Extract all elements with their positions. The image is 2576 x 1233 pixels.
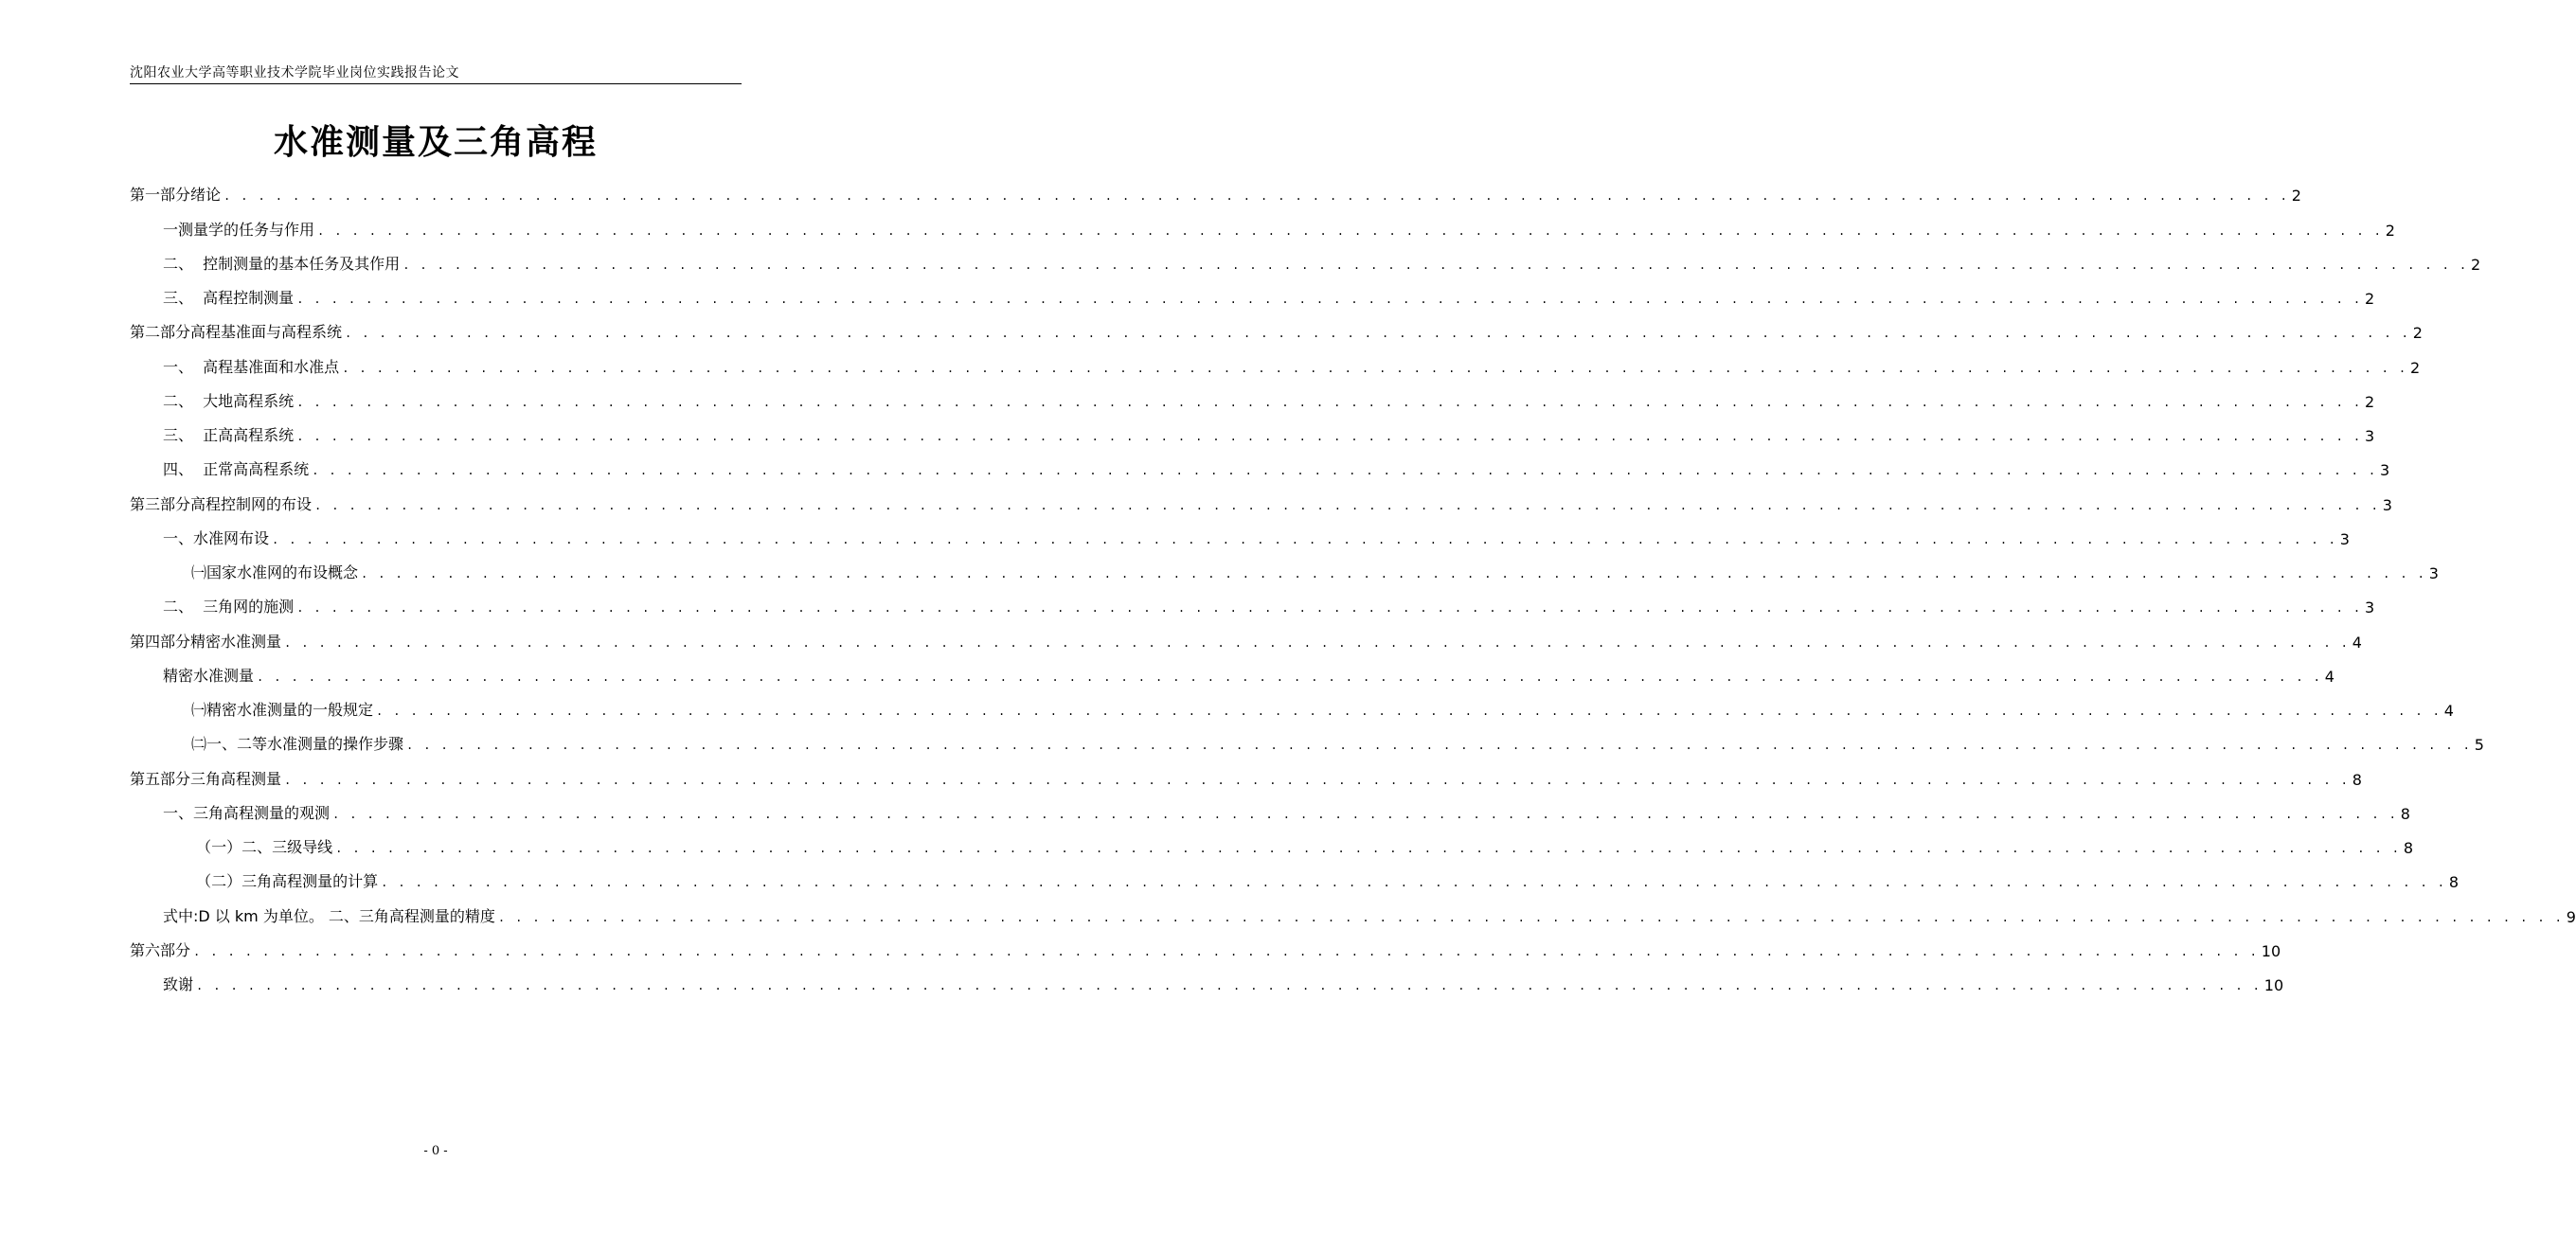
toc-entry-label: 一、 高程基准面和水准点 (163, 357, 340, 376)
toc-entry-page-number: 2 (2409, 358, 2421, 377)
toc-entry-label: 一测量学的任务与作用 (163, 220, 315, 239)
toc-dot-leader: . . . . . . . . . . . . . . . . . . . . . . . . . . . . . . . . . . . . . . . . . . . . . . . . . . . . . . . . . . . . . . . . . . . . . . . . . . . . . . . . . . . . . . . . . . . . . . . . . . . . . . . . . . . . . . . . . . . . . . . . (335, 842, 2401, 855)
toc-entry[interactable] (130, 795, 2410, 829)
toc-entry-label: 一、三角高程测量的观测 (163, 803, 331, 822)
toc-dot-leader: . . . . . . . . . . . . . . . . . . . . . . . . . . . . . . . . . . . . . . . . . . . . . . . . . . . . . . . . . . . . . . . . . . . . . . . . . . . . . . . . . . . . . . . . . . . . . . . . . . . . . . . . . . . . . . . . . . . . . . . . (402, 258, 2468, 272)
toc-dot-leader: . . . . . . . . . . . . . . . . . . . . . . . . . . . . . . . . . . . . . . . . . . . . . . . . . . . . . . . . . . . . . . . . . . . . . . . . . . . . . . . . . . . . . . . . . . . . . . . . . . . . . . . . . . . . . . . . . . . . . . . . (332, 807, 2398, 821)
toc-entry[interactable] (130, 554, 2439, 588)
toc-entry-page-number: 2 (2385, 221, 2395, 240)
toc-entry-page-number: 8 (2448, 873, 2460, 892)
toc-entry[interactable] (130, 279, 2375, 313)
running-header: 沈阳农业大学高等职业技术学院毕业岗位实践报告论文 (130, 65, 459, 80)
toc-entry-page-number: 8 (2352, 770, 2362, 789)
toc-dot-leader: . . . . . . . . . . . . . . . . . . . . . . . . . . . . . . . . . . . . . . . . . . . . . . . . . . . . . . . . . . . . . . . . . . . . . . . . . . . . . . . . . . . . . . . . . . . . . . . . . . . . . . . . . . . . . . . . . . . . . . . . (376, 705, 2442, 718)
toc-entry[interactable] (130, 451, 2390, 485)
toc-entry-page-number: 8 (2400, 804, 2410, 823)
toc-dot-leader: . . . . . . . . . . . . . . . . . . . . . . . . . . . . . . . . . . . . . . . . . . . . . . . . . . . . . . . . . . . . . . . . . . . . . . . . . . . . . . . . . . . . . . . . . . . . . . . . . . . . . . . . . . . . . . . . . . . . . . . . (193, 944, 2259, 958)
toc-entry-label: 一、水准网布设 (163, 528, 270, 547)
toc-entry-page-number: 3 (2428, 564, 2439, 582)
toc-entry[interactable] (130, 932, 2281, 966)
toc-dot-leader: . . . . . . . . . . . . . . . . . . . . . . . . . . . . . . . . . . . . . . . . . . . . . . . . . . . . . . . . . . . . . . . . . . . . . . . . . . . . . . . . . . . . . . . . . . . . . . . . . . . . . . . . . . . . . . . . . . . . . . . . (381, 876, 2446, 890)
toc-entry[interactable] (130, 176, 2301, 210)
toc-entry-page-number: 4 (2352, 633, 2362, 652)
toc-entry[interactable] (130, 417, 2375, 451)
toc-entry-page-number: 3 (2382, 495, 2392, 514)
toc-entry[interactable] (130, 313, 2423, 348)
toc-dot-leader: . . . . . . . . . . . . . . . . . . . . . . . . . . . . . . . . . . . . . . . . . . . . . . . . . . . . . . . . . . . . . . . . . . . . . . . . . . . . . . . . . . . . . . . . . . . . . . . . . . . . . . . . . . . . . . . . . . . . . . . . (314, 498, 2380, 512)
toc-entry[interactable] (130, 897, 2576, 931)
toc-entry[interactable] (130, 691, 2454, 725)
toc-entry-label: 二、 大地高程系统 (163, 391, 295, 410)
toc-entry-label: （一）二、三级导线 (191, 838, 333, 856)
toc-entry-page-number: 4 (2324, 667, 2334, 686)
toc-dot-leader: . . . . . . . . . . . . . . . . . . . . . . . . . . . . . . . . . . . . . . . . . . . . . . . . . . . . . . . . . . . . . . . . . . . . . . . . . . . . . . . . . . . . . . . . . . . . . . . . . . . . . . . . . . . . . . . . . . . . . . . . (312, 464, 2377, 478)
toc-entry-page-number: 3 (2364, 427, 2375, 445)
toc-entry-label: 精密水准测量 (163, 666, 255, 685)
toc-dot-leader: . . . . . . . . . . . . . . . . . . . . . . . . . . . . . . . . . . . . . . . . . . . . . . . . . . . . . . . . . . . . . . . . . . . . . . . . . . . . . . . . . . . . . . . . . . . . . . . . . . . . . . . . . . . . . . . . . . . . . . . . (296, 293, 2362, 306)
toc-entry-page-number: 2 (2364, 290, 2375, 308)
toc-entry[interactable] (130, 725, 2484, 759)
toc-entry-page-number: 3 (2379, 461, 2390, 480)
toc-dot-leader: . . . . . . . . . . . . . . . . . . . . . . . . . . . . . . . . . . . . . . . . . . . . . . . . . . . . . . . . . . . . . . . . . . . . . . . . . . . . . . . . . . . . . . . . . . . . . . . . . . . . . . . . . . . . . . . . . . . . . . . . (257, 670, 2322, 684)
toc-dot-leader: . . . . . . . . . . . . . . . . . . . . . . . . . . . . . . . . . . . . . . . . . . . . . . . . . . . . . . . . . . . . . . . . . . . . . . . . . . . . . . . . . . . . . . . . . . . . . . . . . . . . . . . . . . . . . . . . . . . . . . . . (284, 773, 2350, 787)
toc-entry-page-number: 2 (2470, 255, 2481, 274)
table-of-contents (130, 176, 2576, 1000)
toc-entry-label: 第二部分高程基准面与高程系统 (130, 323, 343, 342)
toc-entry[interactable] (130, 863, 2460, 897)
toc-entry-page-number: 10 (2263, 976, 2284, 994)
toc-dot-leader: . . . . . . . . . . . . . . . . . . . . . . . . . . . . . . . . . . . . . . . . . . . . . . . . . . . . . . . . . . . . . . . . . . . . . . . . . . . . . . . . . . . . . . . . . . . . . . . . . . . . . . . . . . . . . . . . . . . . . . . . (342, 361, 2407, 375)
toc-dot-leader: . . . . . . . . . . . . . . . . . . . . . . . . . . . . . . . . . . . . . . . . . . . . . . . . . . . . . . . . . . . . . . . . . . . . . . . . . . . . . . . . . . . . . . . . . . . . . . . . . . . . . . . . . . . . . . . . . . . . . . . . (361, 567, 2426, 581)
toc-entry[interactable] (130, 210, 2395, 244)
toc-dot-leader: . . . . . . . . . . . . . . . . . . . . . . . . . . . . . . . . . . . . . . . . . . . . . . . . . . . . . . . . . . . . . . . . . . . . . . . . . . . . . . . . . . . . . . . . . . . . . . . . . . . . . . . . . . . . . . . . . . . . . . . . (196, 979, 2262, 992)
toc-entry-label: 三、 高程控制测量 (163, 289, 295, 307)
toc-entry-page-number: 2 (2412, 324, 2423, 343)
toc-dot-leader: . . . . . . . . . . . . . . . . . . . . . . . . . . . . . . . . . . . . . . . . . . . . . . . . . . . . . . . . . . . . . . . . . . . . . . . . . . . . . . . . . . . . . . . . . . . . . . . . . . . . . . . . . . . . . . . . . . . . . . . . (296, 601, 2362, 616)
toc-entry-label: 致谢 (163, 975, 194, 993)
toc-entry-page-number: 3 (2339, 529, 2350, 548)
toc-entry-label: 第六部分 (130, 940, 191, 959)
toc-entry-label: 二、 控制测量的基本任务及其作用 (163, 254, 401, 273)
toc-entry[interactable] (130, 588, 2375, 622)
toc-dot-leader: . . . . . . . . . . . . . . . . . . . . . . . . . . . . . . . . . . . . . . . . . . . . . . . . . . . . . . . . . . . . . . . . . . . . . . . . . . . . . . . . . . . . . . . . . . . . . . . . . . . . . . . . . . . . . . . . . . . . . . . . (284, 635, 2350, 650)
toc-entry-page-number: 4 (2443, 702, 2454, 720)
toc-entry[interactable] (130, 485, 2392, 519)
toc-entry-page-number: 2 (2364, 392, 2375, 411)
header-divider (130, 83, 742, 84)
toc-entry-label: ㈠精密水准测量的一般规定 (191, 701, 374, 719)
toc-entry[interactable] (130, 245, 2481, 279)
toc-entry-page-number: 2 (2291, 187, 2301, 206)
toc-entry-label: （二）三角高程测量的计算 (191, 872, 379, 891)
toc-entry[interactable] (130, 383, 2375, 417)
toc-dot-leader: . . . . . . . . . . . . . . . . . . . . . . . . . . . . . . . . . . . . . . . . . . . . . . . . . . . . . . . . . . . . . . . . . . . . . . . . . . . . . . . . . . . . . . . . . . . . . . . . . . . . . . . . . . . . . . . . . . . . . . . . (317, 223, 2383, 238)
toc-entry[interactable] (130, 348, 2421, 382)
page-number-footer: - 0 - (423, 1144, 448, 1158)
toc-entry-label: 第三部分高程控制网的布设 (130, 494, 313, 513)
toc-entry-label: ㈡一、二等水准测量的操作步骤 (191, 735, 404, 754)
toc-dot-leader: . . . . . . . . . . . . . . . . . . . . . . . . . . . . . . . . . . . . . . . . . . . . . . . . . . . . . . . . . . . . . . . . . . . . . . . . . . . . . . . . . . . . . . . . . . . . . . . . . . . . . . . . . . . . . . . . . . . . . . . . (224, 189, 2289, 204)
toc-entry-label: 三、 正高高程系统 (163, 426, 295, 444)
toc-dot-leader: . . . . . . . . . . . . . . . . . . . . . . . . . . . . . . . . . . . . . . . . . . . . . . . . . . . . . . . . . . . . . . . . . . . . . . . . . . . . . . . . . . . . . . . . . . . . . . . . . . . . . . . . . . . . . . . . . . . . . . . . (406, 739, 2472, 753)
toc-entry-label: 第四部分精密水准测量 (130, 632, 282, 651)
toc-entry-label: 第一部分绪论 (130, 186, 222, 205)
toc-entry-label: 式中:D 以 km 为单位。 二、三角高程测量的精度 (163, 906, 495, 925)
toc-entry-label: 二、 三角网的施测 (163, 598, 295, 616)
toc-entry-label: ㈠国家水准网的布设概念 (191, 563, 359, 581)
toc-dot-leader: . . . . . . . . . . . . . . . . . . . . . . . . . . . . . . . . . . . . . . . . . . . . . . . . . . . . . . . . . . . . . . . . . . . . . . . . . . . . . . . . . . . . . . . . . . . . . . . . . . . . . . . . . . . . . . . . . . . . . . . . (345, 327, 2410, 341)
toc-entry-label: 第五部分三角高程测量 (130, 769, 282, 788)
toc-dot-leader: . . . . . . . . . . . . . . . . . . . . . . . . . . . . . . . . . . . . . . . . . . . . . . . . . . . . . . . . . . . . . . . . . . . . . . . . . . . . . . . . . . . . . . . . . . . . . . . . . . . . . . . . . . . . . . . . . . . . . . . . (497, 910, 2564, 924)
toc-entry-page-number: 5 (2474, 736, 2484, 755)
toc-entry-page-number: 9 (2566, 907, 2576, 926)
toc-entry[interactable] (130, 657, 2334, 691)
toc-entry[interactable] (130, 622, 2362, 656)
toc-entry-page-number: 10 (2261, 941, 2281, 960)
toc-dot-leader: . . . . . . . . . . . . . . . . . . . . . . . . . . . . . . . . . . . . . . . . . . . . . . . . . . . . . . . . . . . . . . . . . . . . . . . . . . . . . . . . . . . . . . . . . . . . . . . . . . . . . . . . . . . . . . . . . . . . . . . . (296, 395, 2362, 409)
toc-entry[interactable] (130, 966, 2284, 1000)
toc-entry[interactable] (130, 520, 2350, 554)
toc-dot-leader: . . . . . . . . . . . . . . . . . . . . . . . . . . . . . . . . . . . . . . . . . . . . . . . . . . . . . . . . . . . . . . . . . . . . . . . . . . . . . . . . . . . . . . . . . . . . . . . . . . . . . . . . . . . . . . . . . . . . . . . . (296, 430, 2362, 443)
toc-entry-page-number: 8 (2403, 839, 2414, 857)
toc-entry[interactable] (130, 759, 2362, 794)
document-title: 水准测量及三角高程 (273, 123, 598, 162)
toc-entry-page-number: 3 (2364, 599, 2375, 617)
toc-entry-label: 四、 正常高高程系统 (163, 460, 310, 479)
toc-entry[interactable] (130, 829, 2414, 863)
toc-dot-leader: . . . . . . . . . . . . . . . . . . . . . . . . . . . . . . . . . . . . . . . . . . . . . . . . . . . . . . . . . . . . . . . . . . . . . . . . . . . . . . . . . . . . . . . . . . . . . . . . . . . . . . . . . . . . . . . . . . . . . . . . (272, 532, 2337, 546)
